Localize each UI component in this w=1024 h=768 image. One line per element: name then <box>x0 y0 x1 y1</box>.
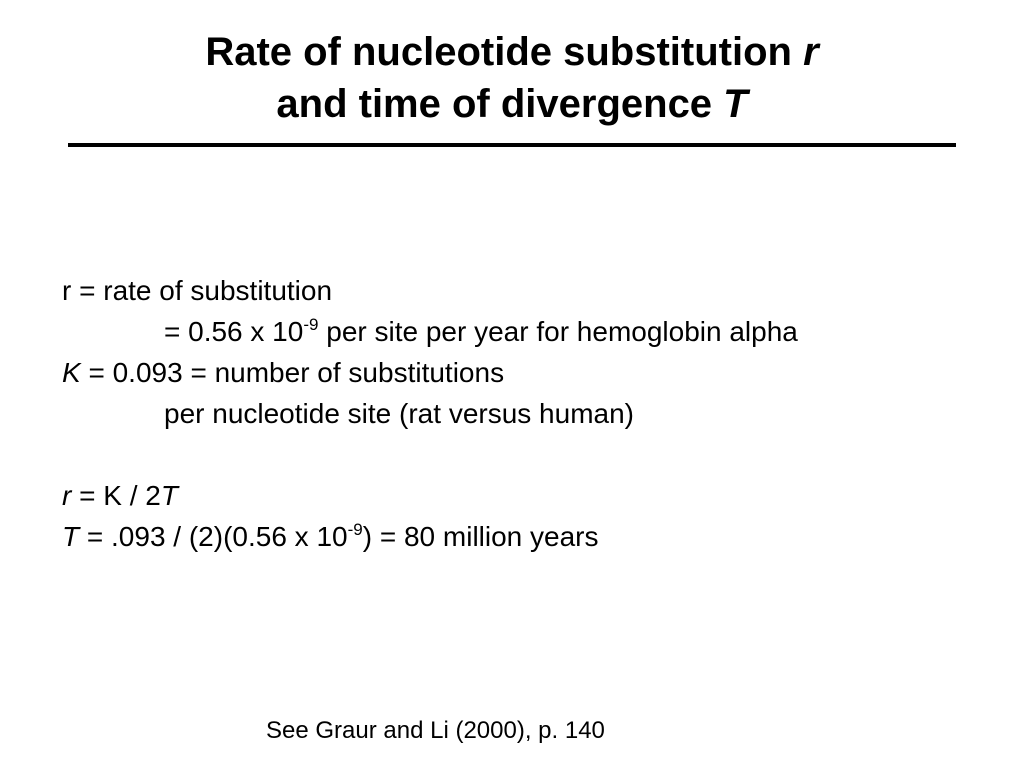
slide-body <box>62 270 798 557</box>
k-continuation-line <box>62 393 798 434</box>
title-symbol-r: r <box>803 30 819 74</box>
spacer <box>62 434 798 475</box>
formula-line <box>62 475 798 516</box>
title-line-2 <box>0 78 1024 130</box>
r-value-suffix: per site per year for hemoglobin alpha <box>318 316 798 347</box>
k-definition-line <box>62 352 798 393</box>
result-suffix: ) = 80 million years <box>362 521 599 552</box>
r-definition-text: = rate of substitution <box>71 275 333 306</box>
title-line-1 <box>0 26 1024 78</box>
result-symbol: T <box>62 521 80 552</box>
r-definition-line <box>62 270 798 311</box>
r-value-line <box>62 311 798 352</box>
k-definition-text: = 0.093 = number of substitutions <box>80 357 505 388</box>
formula-middle: = K / 2 <box>71 480 161 511</box>
result-exponent: -9 <box>347 519 363 539</box>
k-definition-symbol: K <box>62 357 81 388</box>
citation: See Graur and Li (2000), p. 140 <box>266 717 605 744</box>
formula-rhs: T <box>160 480 178 511</box>
r-value-exponent: -9 <box>303 314 319 334</box>
title-line-1-text: Rate of nucleotide substitution <box>205 30 804 74</box>
r-value-prefix: = 0.56 x 10 <box>164 316 304 347</box>
title-divider <box>68 143 956 147</box>
title-symbol-t: T <box>723 82 748 126</box>
formula-lhs: r <box>62 480 72 511</box>
r-definition-symbol: r <box>62 275 72 306</box>
result-line <box>62 516 798 557</box>
result-prefix: = .093 / (2)(0.56 x 10 <box>79 521 348 552</box>
k-continuation-text: per nucleotide site (rat versus human) <box>164 398 634 429</box>
slide-title <box>0 26 1024 130</box>
title-line-2-text: and time of divergence <box>276 82 724 126</box>
